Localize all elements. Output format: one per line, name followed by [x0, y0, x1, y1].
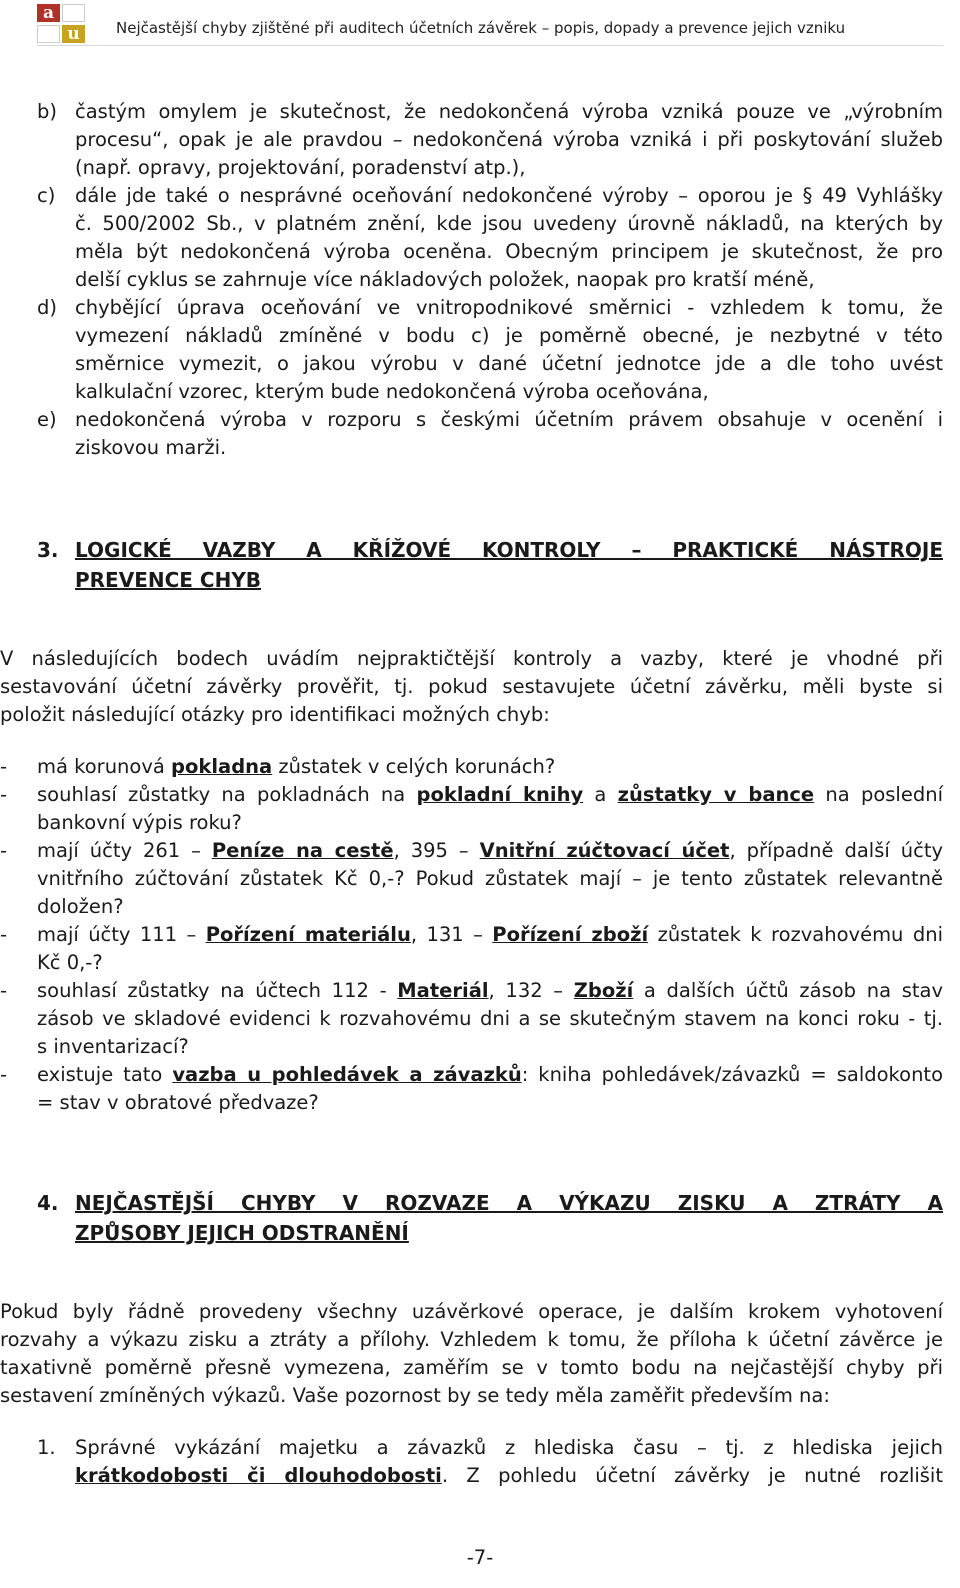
list-e-line2: ziskovou marži. — [75, 436, 227, 459]
list-d-line1: chybějící úprava oceňování ve vnitropodnikové směrnici - vzhledem k tomu, že — [75, 296, 943, 319]
list-d-line3: směrnice vymezit, o jakou výrobu v dané účetní jednotce jde a dle toho uvést — [75, 352, 943, 375]
list-label-c: c) — [37, 184, 56, 207]
section3-heading-line1: LOGICKÉ VAZBY A KŘÍŽOVÉ KONTROLY – PRAKTICKÉ NÁSTROJE — [75, 538, 943, 562]
page-header — [0, 0, 960, 52]
bullet-dash: - — [0, 923, 8, 946]
term-porizeni-zbozi: Pořízení zboží — [492, 923, 649, 946]
section4-number: 4. — [37, 1191, 59, 1215]
section3-para-line2: sestavování účetní závěrky prověřit, tj. pokud sestavujete účetní závěrku, měli byste si — [0, 675, 943, 698]
list-b-line1: častým omylem je skutečnost, že nedokončená výroba vzniká pouze ve „výrobním — [75, 100, 943, 123]
header-title: Nejčastější chyby zjištěné při auditech účetních závěrek – popis, dopady a prevence jejich vzniku — [116, 19, 846, 37]
section4-heading-line1: NEJČASTĚJŠÍ CHYBY V ROZVAZE A VÝKAZU ZISKU A ZTRÁTY A — [75, 1191, 943, 1215]
term-vnitrni-zuctovaci-ucet: Vnitřní zúčtovací účet — [479, 839, 730, 862]
term-pokladni-knihy: pokladní knihy — [416, 783, 584, 806]
term-pokladna: pokladna — [171, 755, 273, 778]
list-c-line4: delší cyklus se zahrnuje více nákladových položek, naopak pro kratší méně, — [75, 268, 815, 291]
section4-heading-line2: ZPŮSOBY JEJICH ODSTRANĚNÍ — [75, 1221, 409, 1245]
term-penize-na-ceste: Peníze na cestě — [211, 839, 394, 862]
section4-para-line1: Pokud byly řádně provedeny všechny uzávěrkové operace, je dalším krokem vyhotovení — [0, 1300, 943, 1323]
numbered-item-1-line1: Správné vykázání majetku a závazků z hlediska času – tj. z hlediska jejich — [75, 1436, 943, 1459]
question-4-line1: mají účty 111 – Pořízení materiálu, 131 – Pořízení zboží zůstatek k rozvahovému dni — [37, 923, 943, 946]
list-c-line3: měla být nedokončená výroba oceněna. Obecným principem je skutečnost, že pro — [75, 240, 943, 263]
list-c-line1: dále jde také o nesprávné oceňování nedokončené výroby – oporou je § 49 Vyhlášky — [75, 184, 943, 207]
list-b-line3: (např. opravy, projektování, poradenství atp.), — [75, 156, 526, 179]
term-material: Materiál — [397, 979, 489, 1002]
bullet-dash: - — [0, 1063, 8, 1086]
list-label-d: d) — [37, 296, 57, 319]
section4-para-line3: taxativně poměrně přesně vymezena, zaměřím se v tomto bodu na nejčastější chyby při — [0, 1356, 943, 1379]
bullet-dash: - — [0, 979, 8, 1002]
section3-number: 3. — [37, 538, 59, 562]
bullet-dash: - — [0, 755, 8, 778]
term-zustatky-v-bance: zůstatky v bance — [617, 783, 815, 806]
question-3-line1: mají účty 261 – Peníze na cestě, 395 – Vnitřní zúčtovací účet, případně další účty — [37, 839, 944, 862]
bullet-dash: - — [0, 783, 8, 806]
logo-letter-a: a — [37, 4, 60, 22]
section3-para-line1: V následujících bodech uvádím nejpraktičtější kontroly a vazby, které je vhodné při — [0, 647, 943, 670]
question-4-line2: Kč 0,-? — [37, 951, 103, 974]
term-kratkodobosti-dlouhodobosti: krátkodobosti či dlouhodobosti — [75, 1464, 442, 1487]
question-3-line2: vnitřního zúčtování zůstatek Kč 0,-? Pokud zůstatek mají – je tento zůstatek relevantně — [37, 867, 943, 890]
bullet-dash: - — [0, 839, 8, 862]
question-6-line2: = stav v obratové předvaze? — [37, 1091, 319, 1114]
section4-para-line4: sestavení zmíněných výkazů. Vaše pozornost by se tedy měla zaměřit především na: — [0, 1384, 830, 1407]
question-2-line1: souhlasí zůstatky na pokladnách na pokladní knihy a zůstatky v bance na poslední — [37, 783, 943, 806]
list-b-line2: procesu“, opak je ale pravdou – nedokončená výroba vzniká i při poskytování služeb — [75, 128, 943, 151]
question-6-line1: existuje tato vazba u pohledávek a závazků: kniha pohledávek/závazků = saldokonto — [37, 1063, 944, 1086]
section4-para-line2: rozvahy a výkazu zisku a ztráty a přílohy. Vzhledem k tomu, že příloha k účetní závěrce je — [0, 1328, 943, 1351]
term-vazba-pohledavek-zavazku: vazba u pohledávek a závazků — [172, 1063, 522, 1086]
question-5-line3: s inventarizací? — [37, 1035, 189, 1058]
list-e-line1: nedokončená výroba v rozporu s českými účetním právem obsahuje v ocenění i — [75, 408, 943, 431]
question-1: má korunová pokladna zůstatek v celých korunách? — [37, 755, 556, 778]
question-2-line2: bankovní výpis roku? — [37, 811, 242, 834]
list-label-b: b) — [37, 100, 57, 123]
section3-heading-line2: PREVENCE CHYB — [75, 568, 262, 592]
question-5-line1: souhlasí zůstatky na účtech 112 - Materiál, 132 – Zboží a dalších účtů zásob na stav — [37, 979, 943, 1002]
numbered-item-label: 1. — [37, 1436, 56, 1459]
section3-para-line3: položit následující otázky pro identifikaci možných chyb: — [0, 703, 550, 726]
au-logo-icon — [37, 4, 87, 44]
term-zbozi: Zboží — [573, 979, 634, 1002]
question-3-line3: doložen? — [37, 895, 124, 918]
list-c-line2: č. 500/2002 Sb., v platném znění, kde jsou uvedeny úrovně nákladů, na kterých by — [75, 212, 943, 235]
list-label-e: e) — [37, 408, 57, 431]
list-d-line2: vymezení nákladů zmíněné v bodu c) je poměrně obecné, je nezbytné v této — [75, 324, 943, 347]
logo-letter-u: u — [62, 25, 85, 43]
question-5-line2: zásob ve skladové evidenci k rozvahovému dni a se skutečným stavem na konci roku - tj. — [37, 1007, 943, 1030]
page-number: -7- — [466, 1546, 494, 1569]
header-divider — [37, 45, 943, 46]
numbered-item-1-line2: krátkodobosti či dlouhodobosti. Z pohledu účetní závěrky je nutné rozlišit — [75, 1464, 943, 1487]
list-d-line4: kalkulační vzorec, kterým bude nedokončená výroba oceňována, — [75, 380, 709, 403]
term-porizeni-materialu: Pořízení materiálu — [205, 923, 411, 946]
